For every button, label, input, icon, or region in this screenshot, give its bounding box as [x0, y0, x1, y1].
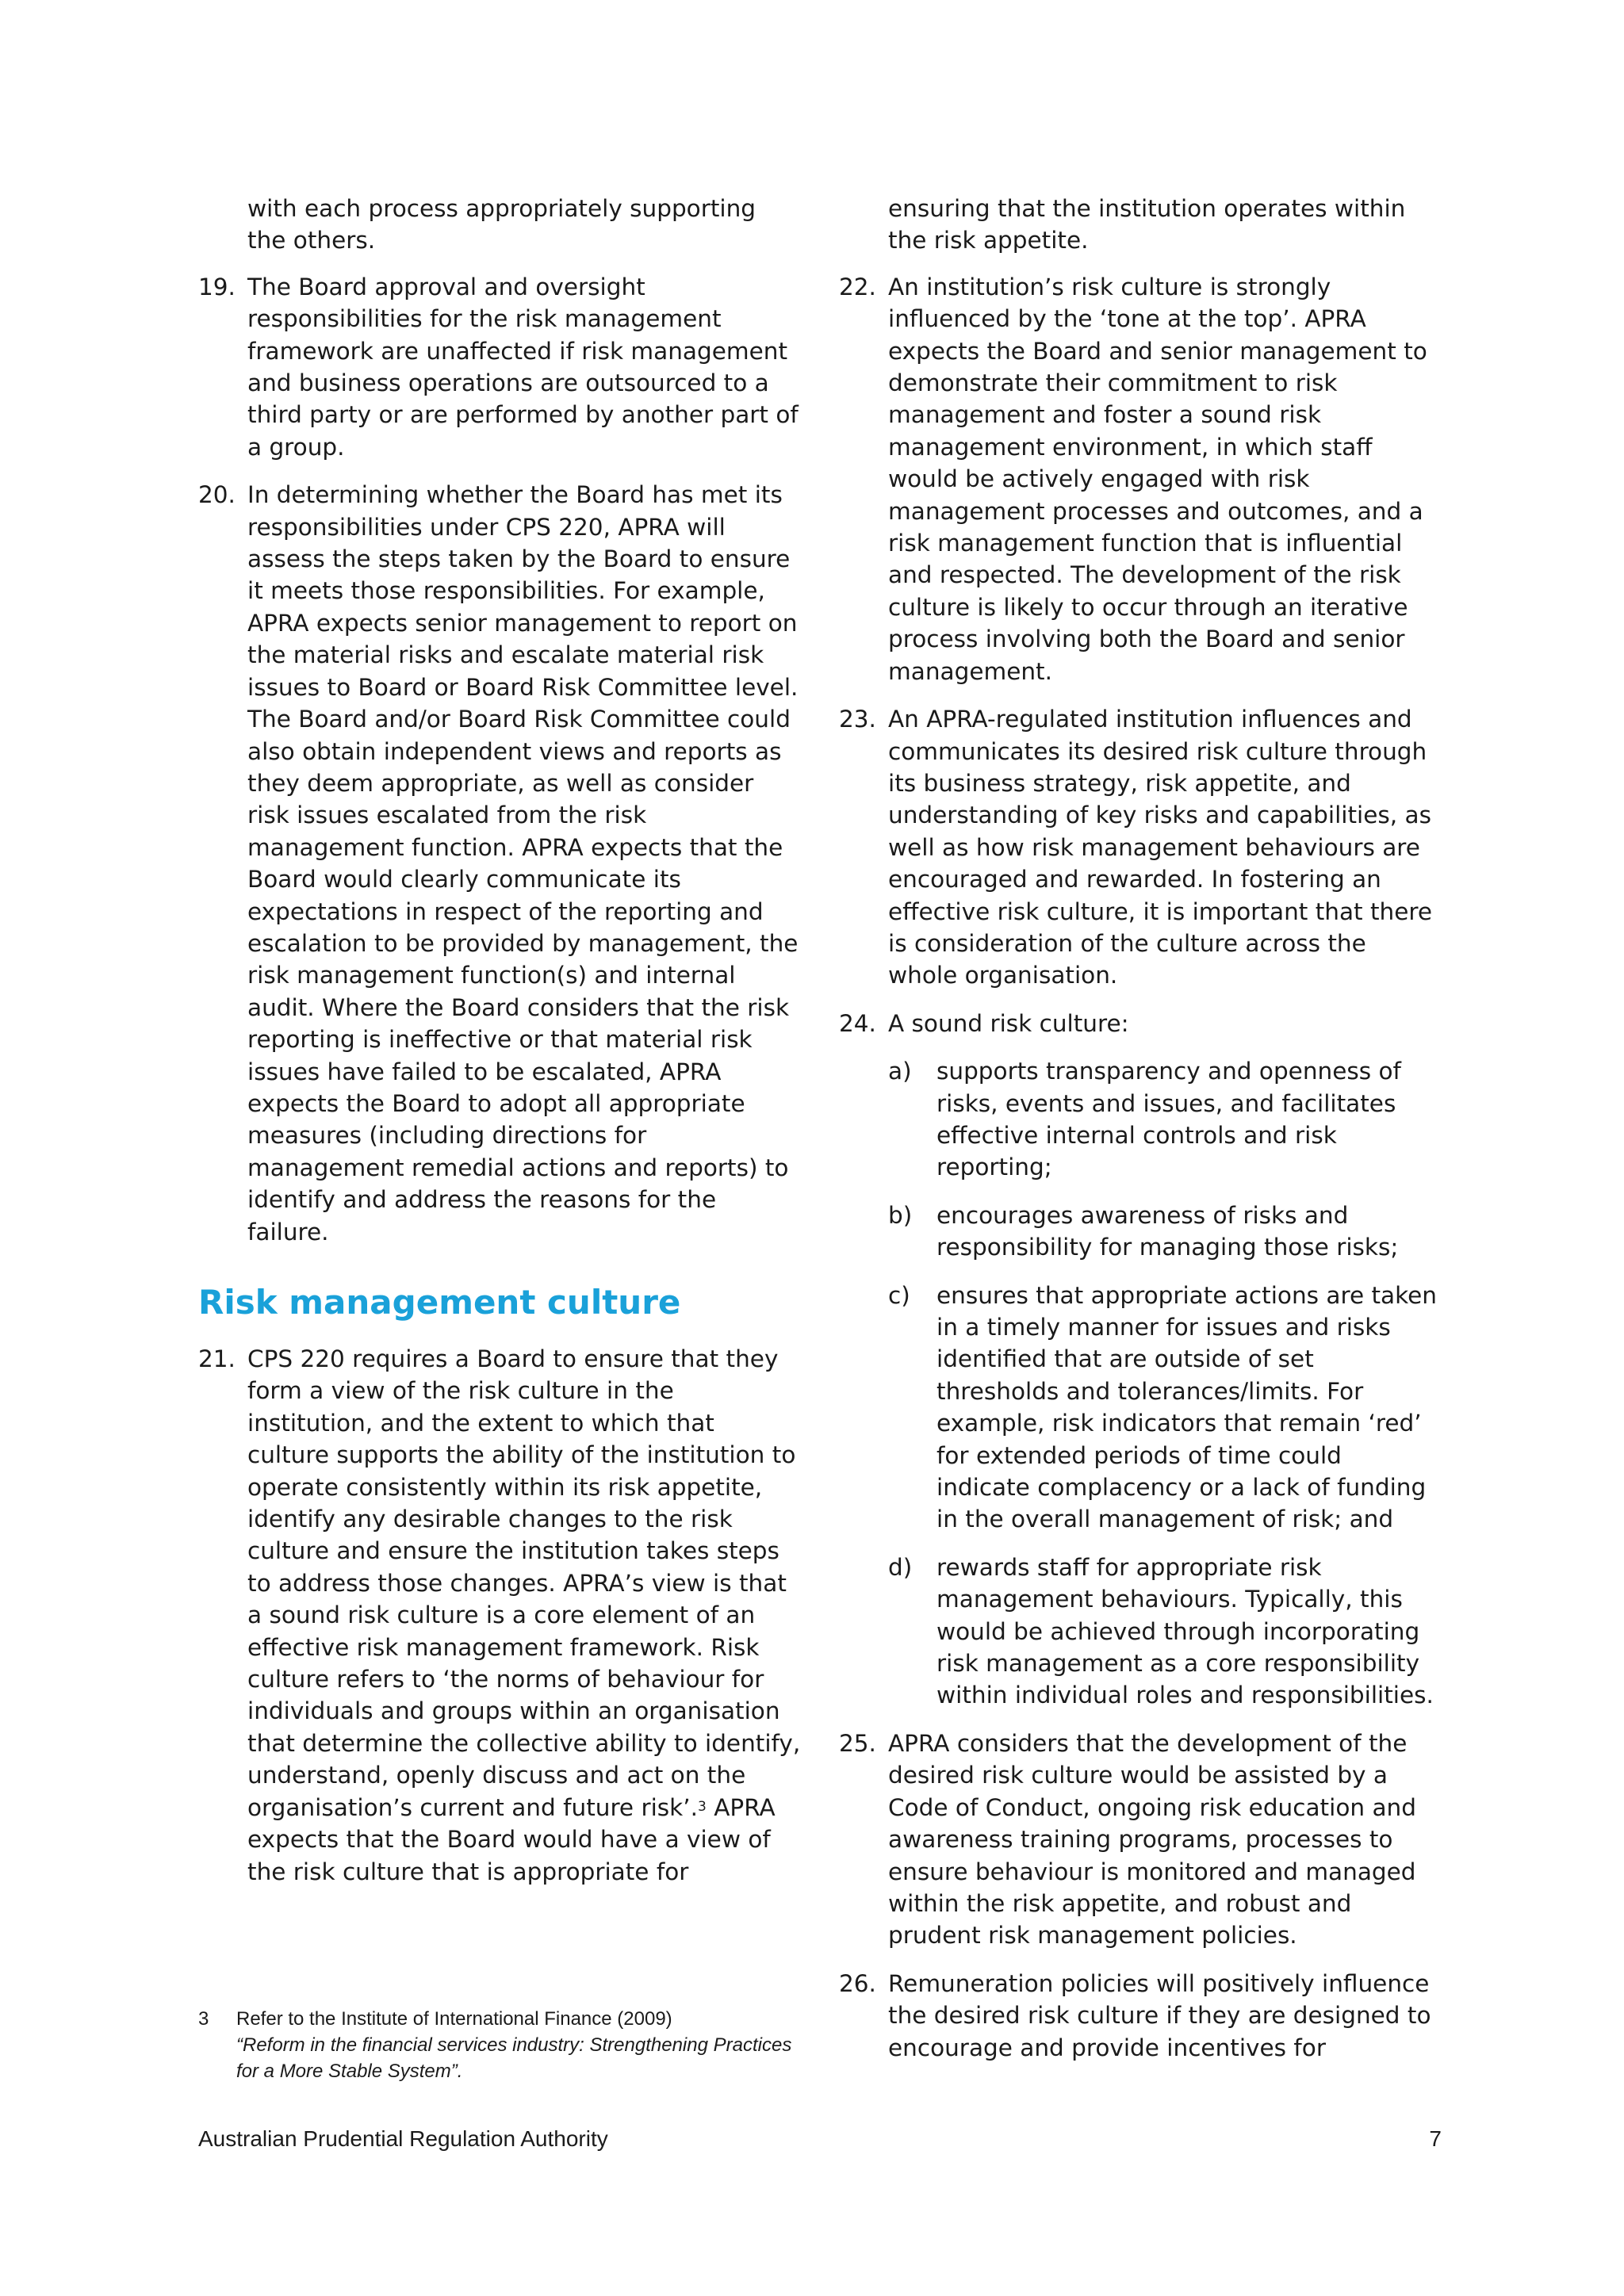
left-column: [198, 193, 801, 1904]
list-item: [839, 1055, 1442, 1184]
continuation-text: with each process appropriately supporting the others.: [247, 195, 756, 254]
paragraph-text-part: APRA expects that the Board would have a view of the risk culture that is appropriate for: [247, 1793, 776, 1885]
paragraph-21: [198, 1343, 801, 1888]
list-item: [839, 1552, 1442, 1712]
list-item-letter: d): [888, 1553, 913, 1581]
paragraph-number: 24.: [839, 1009, 876, 1037]
list-item-letter: c): [888, 1281, 910, 1309]
paragraph-25: [839, 1728, 1442, 1952]
paragraph-number: 23.: [839, 706, 876, 733]
footer-organisation: Australian Prudential Regulation Authority: [198, 2126, 608, 2151]
paragraph-23: [839, 703, 1442, 992]
lettered-list: [839, 1055, 1442, 1712]
paragraph-24: [839, 1008, 1442, 1039]
page-number: 7: [1429, 2126, 1442, 2151]
paragraph-20: [198, 479, 801, 1248]
list-item-letter: a): [888, 1058, 912, 1085]
list-item-text: ensures that appropriate actions are taken in a timely manner for issues and risks identified that are outside of set thresholds and tolerances/limits. For example, risk indicators that remain ‘red’ for extended periods of time could indicate complacency or a lack of funding in the overall management of risk; and: [936, 1281, 1438, 1533]
paragraph-text: A sound risk culture:: [888, 1009, 1129, 1037]
paragraph-text: APRA considers that the development of the desired risk culture would be assisted by a Code of Conduct, ongoing risk education and awareness training programs, processes to ensure behaviour is monitored and managed within the risk appetite, and robust and prudent risk management policies.: [888, 1729, 1416, 1950]
paragraph-number: 25.: [839, 1729, 876, 1757]
footnote-title: “Reform in the financial services industry: Strengthening Practices for a More Stable System”.: [236, 2034, 792, 2082]
paragraph-text: An institution’s risk culture is strongly influenced by the ‘tone at the top’. APRA expects the Board and senior management to demonstrate their commitment to risk management and foster a sound risk management environment, in which staff would be actively engaged with risk management processes and outcomes, and a risk management function that is influential and respected. The development of the risk culture is likely to occur through an iterative process involving both the Board and senior management.: [888, 273, 1427, 685]
footnote-reference: 3: [698, 1798, 707, 1815]
footnote: [198, 2006, 801, 2084]
paragraph-number: 21.: [198, 1345, 236, 1372]
paragraph-text: [247, 1343, 801, 1888]
list-item: [839, 1280, 1442, 1536]
section-heading: Risk management culture: [198, 1283, 681, 1322]
paragraph-text: The Board approval and oversight responsibilities for the risk management framework are unaffected if risk management and business operations are outsourced to a third party or are performed by another part of a group.: [247, 273, 799, 461]
list-item-text: rewards staff for appropriate risk management behaviours. Typically, this would be achieved through incorporating risk management as a core responsibility within individual roles and responsibilities.: [936, 1553, 1434, 1709]
paragraph-text-part: CPS 220 requires a Board to ensure that they form a view of the risk culture in the institution, and the extent to which that culture supports the ability of the institution to operate consistently within its risk appetite, identify any desirable changes to the risk culture and ensure the institution takes steps to address those changes. APRA’s view is that a sound risk culture is a core element of an effective risk management framework. Risk culture refers to ‘the norms of behaviour for individuals and groups within an organisation that determine the collective ability to identify, understand, openly discuss and act on the organisation’s current and future risk’.: [247, 1345, 801, 1821]
paragraph-text: An APRA-regulated institution influences and communicates its desired risk culture through its business strategy, risk appetite, and understanding of key risks and capabilities, as well as how risk management behaviours are encouraged and rewarded. In fostering an effective risk culture, it is important that there is consideration of the culture across the whole organisation.: [888, 706, 1433, 989]
footnote-number: 3: [198, 2008, 209, 2030]
right-column: [839, 193, 1442, 2080]
paragraph-22: [839, 271, 1442, 687]
paragraph-number: 22.: [839, 273, 876, 300]
paragraph-19: [198, 271, 801, 463]
paragraph-number: 26.: [839, 1969, 876, 1997]
list-item: [839, 1200, 1442, 1264]
list-item-text: supports transparency and openness of risks, events and issues, and facilitates effective internal controls and risk reporting;: [936, 1058, 1401, 1181]
paragraph-number: 19.: [198, 273, 236, 300]
continuation-text: ensuring that the institution operates within the risk appetite.: [888, 195, 1406, 254]
paragraph-26: [839, 1968, 1442, 2064]
paragraph-number: 20.: [198, 481, 236, 509]
paragraph-text: Remuneration policies will positively influence the desired risk culture if they are designed to encourage and provide incentives for: [888, 1969, 1431, 2061]
footnote-body: [198, 2006, 801, 2084]
list-item-text: encourages awareness of risks and responsibility for managing those risks;: [936, 1201, 1399, 1261]
list-item-letter: b): [888, 1201, 913, 1229]
paragraph-text: In determining whether the Board has met its responsibilities under CPS 220, APRA will assess the steps taken by the Board to ensure it meets those responsibilities. For example, APRA expects senior management to report on the material risks and escalate material risk issues to Board or Board Risk Committee level. The Board and/or Board Risk Committee could also obtain independent views and reports as they deem appropriate, as well as consider risk issues escalated from the risk management function. APRA expects that the Board would clearly communicate its expectations in respect of the reporting and escalation to be provided by management, the risk management function(s) and internal audit. Where the Board considers that the risk reporting is ineffective or that material risk issues have failed to be escalated, APRA expects the Board to adopt all appropriate measures (including directions for management remedial actions and reports) to identify and address the reasons for the failure.: [247, 481, 799, 1246]
footnote-text: Refer to the Institute of International Finance (2009): [236, 2008, 672, 2030]
